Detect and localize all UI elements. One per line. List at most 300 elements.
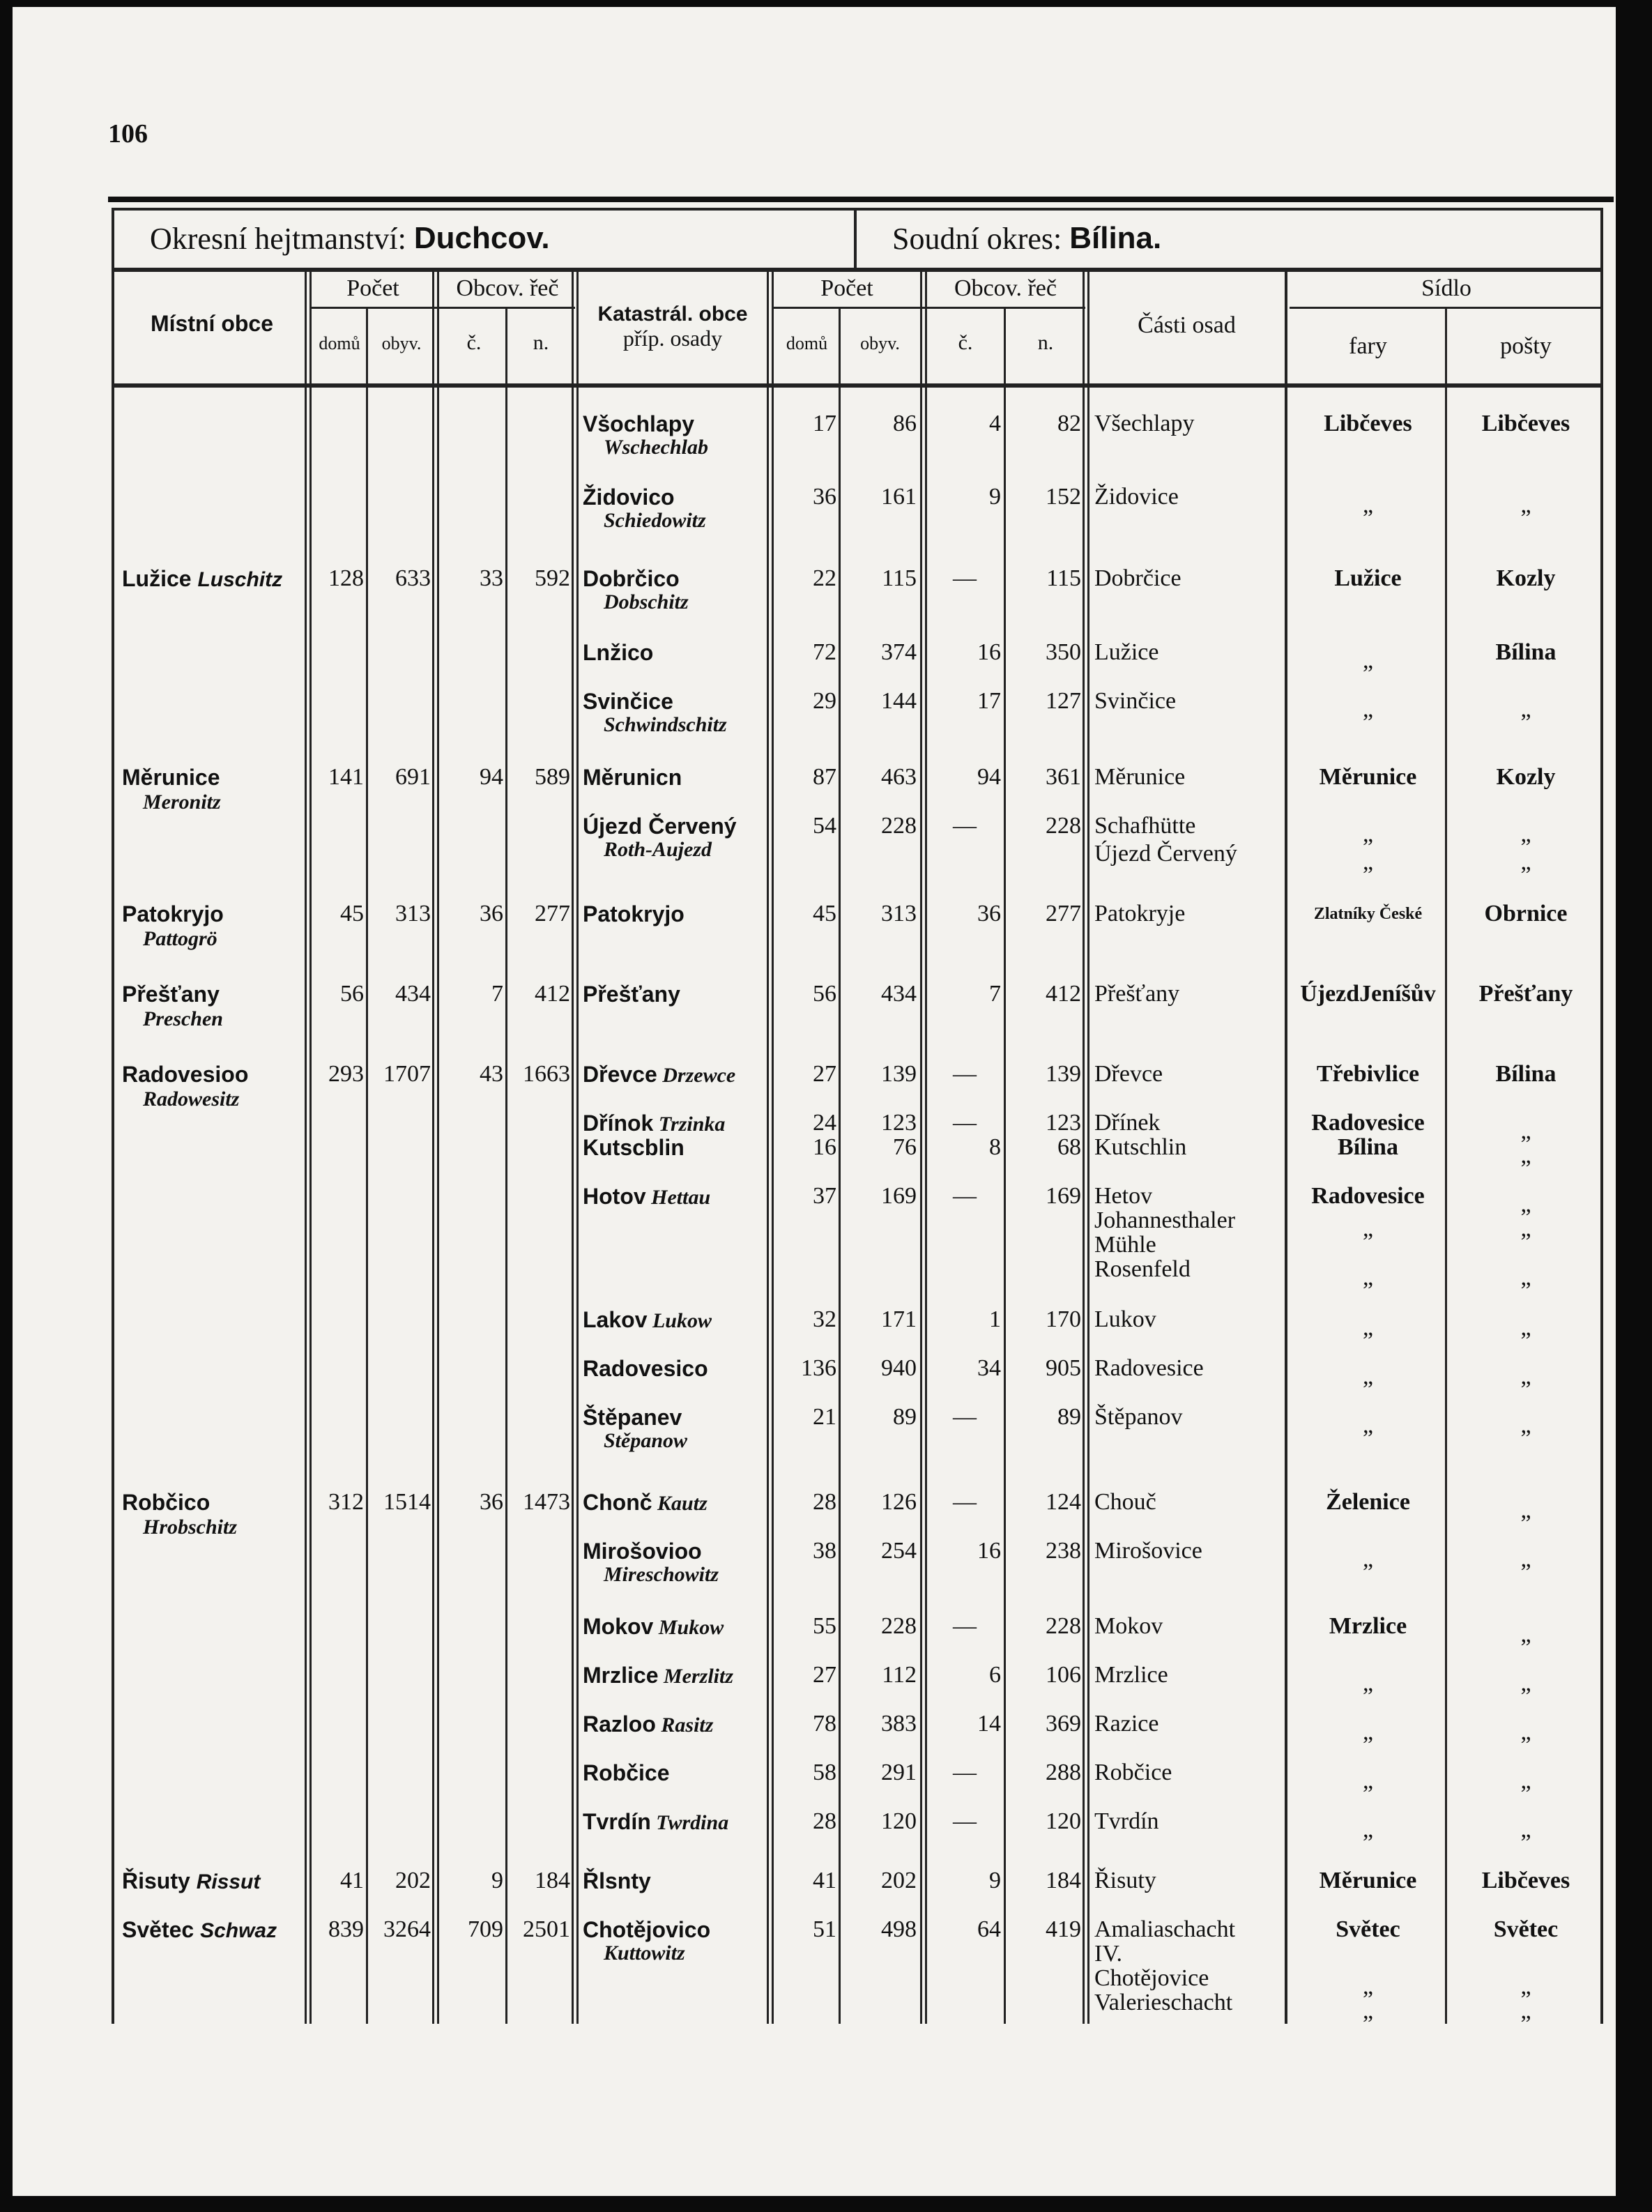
muni-name: Robčico [122,1490,211,1515]
muni-c: 36 [480,1489,503,1515]
header-bottom-line [112,383,1603,388]
cadastral-obyv: 202 [881,1868,917,1893]
post-office: Libčeves [1481,1868,1570,1893]
cadastral-name-cz: Přešťany [583,982,680,1007]
cadastral-name-cz: Tvrdín [583,1809,651,1834]
muni-c: 9 [491,1868,503,1893]
cadastral-domu: 27 [813,1061,836,1087]
cadastral-name [583,1111,725,1137]
cadastral-name [583,982,680,1007]
settlement-part-name: Mrzlice [1094,1662,1168,1688]
cadastral-c: — [953,1489,977,1515]
col-divider [432,272,439,2024]
settlement-part-name: Tvrdín [1094,1808,1159,1834]
cadastral-name-cz: Chotějovico [583,1917,711,1942]
post-office: Libčeves [1481,411,1570,436]
cadastral-c: 6 [989,1662,1001,1688]
post-office: „ [1520,1817,1531,1843]
cadastral-c: 16 [977,1538,1001,1564]
settlement-part-name: Robčice [1094,1760,1172,1785]
muni-obyv: 202 [395,1868,431,1893]
cadastral-c: — [953,1183,977,1209]
cadastral-name [583,485,675,510]
cadastral-name [583,1062,735,1088]
muni-n: 1473 [523,1489,570,1515]
court-label: Soudní okres: [892,221,1062,256]
col-katastral-2: příp. osady [622,326,723,351]
cadastral-name-de: Drzewce [657,1064,736,1087]
cadastral-obyv: 228 [881,813,917,839]
muni-obyv: 1514 [383,1489,431,1515]
muni-obyv: 633 [395,565,431,591]
muni-c: 7 [491,981,503,1007]
cadastral-name [583,1135,684,1161]
cadastral-name [583,1917,710,1943]
muni-name: Patokryjo [122,901,224,926]
cadastral-n: 277 [1046,901,1081,926]
cadastral-n: 139 [1046,1061,1081,1087]
settlement-part-name: Svinčice [1094,688,1177,714]
table-title-row [112,208,1603,272]
cadastral-name-de: Stěpanow [604,1429,688,1452]
settlement-part-name: Amaliaschacht [1094,1916,1236,1942]
cadastral-n: 89 [1057,1404,1081,1430]
cadastral-domu: 32 [813,1306,836,1332]
cadastral-domu: 36 [813,484,836,510]
cadastral-name [583,640,653,666]
parish-seat: „ [1362,1768,1374,1794]
cadastral-name-cz: Mrzlice [583,1663,659,1688]
muni-german: Pattogrö [143,927,217,950]
cadastral-domu: 51 [813,1916,836,1942]
cadastral-c: 34 [977,1355,1001,1381]
post-office: „ [1520,1546,1531,1572]
cadastral-obyv: 228 [881,1613,917,1639]
col-divider [305,272,312,2024]
col-c-2: č. [958,331,973,354]
post-office: „ [1520,1315,1531,1341]
post-office: Bílina [1495,1061,1557,1087]
cadastral-n: 350 [1046,639,1081,665]
cadastral-obyv: 940 [881,1355,917,1381]
cadastral-obyv: 139 [881,1061,917,1087]
cadastral-name-de: Mukow [653,1616,724,1639]
col-divider [767,272,774,2024]
court [892,208,1161,269]
cadastral-c: 36 [977,901,1001,926]
cadastral-domu: 55 [813,1613,836,1639]
cadastral-c: 64 [977,1916,1001,1942]
col-fary: fary [1349,333,1387,359]
parish-seat: „ [1362,1719,1374,1745]
cadastral-c: — [953,1808,977,1834]
parish-seat: „ [1362,1546,1374,1572]
cadastral-domu: 45 [813,901,836,926]
col-posty: pošty [1500,333,1552,359]
muni-obyv: 1707 [383,1061,431,1087]
cadastral-name [583,1405,682,1431]
post-office: „ [1520,1216,1531,1242]
cadastral-n: 184 [1046,1868,1081,1893]
cadastral-name-de: Dobschitz [604,590,689,613]
parish-seat: Mrzlice [1329,1613,1407,1639]
col-divider [1285,272,1287,2024]
settlement-part-name: Kutschlin [1094,1134,1187,1160]
parish-seat: Libčeves [1324,411,1412,436]
cadastral-obyv: 115 [882,565,917,591]
cadastral-obyv: 374 [881,639,917,665]
settlement-part-name: Chouč [1094,1489,1156,1515]
settlement-part-name: Hetov [1094,1183,1153,1209]
title-bottom-line [112,268,1603,270]
col-divider [920,272,927,2024]
cadastral-obyv: 120 [881,1808,917,1834]
settlement-part-name: Újezd Červený [1094,841,1237,867]
cadastral-n: 361 [1046,764,1081,790]
muni-german: Meronitz [143,791,221,814]
muni-n: 589 [535,764,570,790]
cadastral-name [583,1868,651,1894]
parish-seat: „ [1362,849,1374,875]
cadastral-name-cz: Radovesico [583,1356,708,1381]
cadastral-domu: 22 [813,565,836,591]
cadastral-name-de: Trzinka [653,1113,726,1136]
parish-seat: Želenice [1326,1489,1410,1515]
cadastral-n: 419 [1046,1916,1081,1942]
cadastral-name-de: Schwindschitz [604,713,727,736]
cadastral-name-cz: Patokryjo [583,901,684,926]
parish-seat: „ [1362,1364,1374,1389]
settlement-part-name: Měrunice [1094,764,1186,790]
cadastral-n: 106 [1046,1662,1081,1688]
post-office: „ [1520,1412,1531,1438]
cadastral-domu: 54 [813,813,836,839]
cadastral-n: 228 [1046,1613,1081,1639]
post-office: „ [1520,1719,1531,1745]
cadastral-name [583,765,682,791]
cadastral-c: 9 [989,484,1001,510]
muni-obyv: 434 [395,981,431,1007]
muni-n: 412 [535,981,570,1007]
settlement-part-name: Všechlapy [1094,411,1195,436]
muni-domu: 128 [328,565,364,591]
settlement-part-name: Johannesthaler [1094,1207,1236,1233]
cadastral-name [583,1356,708,1382]
parish-seat: Měrunice [1319,764,1417,790]
settlement-part-name: Valerieschacht [1094,1990,1233,2015]
cadastral-domu: 38 [813,1538,836,1564]
cadastral-name-cz: Mirošovioo [583,1539,702,1564]
settlement-part-name: Chotějovice [1094,1965,1209,1991]
parish-seat: „ [1362,1974,1374,1999]
cadastral-obyv: 313 [881,901,917,926]
col-sidlo: Sídlo [1421,275,1471,301]
cadastral-c: — [953,1404,977,1430]
cadastral-name-cz: Dobrčico [583,566,680,591]
post-office: „ [1520,1497,1531,1523]
cadastral-n: 369 [1046,1711,1081,1737]
cadastral-name [583,1760,669,1786]
cadastral-c: 14 [977,1711,1001,1737]
cadastral-domu: 58 [813,1760,836,1785]
cadastral-name-cz: Lakov [583,1307,648,1332]
cadastral-c: 16 [977,639,1001,665]
muni-name: Přešťany [122,982,220,1007]
col-obcov-2: Obcov. řeč [954,275,1057,301]
parish-seat: Třebivlice [1316,1061,1420,1087]
post-office: „ [1520,1768,1531,1794]
cadastral-name [583,901,684,927]
col-pocet-2: Počet [820,275,873,301]
cadastral-domu: 78 [813,1711,836,1737]
cadastral-obyv: 383 [881,1711,917,1737]
muni-c: 709 [468,1916,503,1942]
cadastral-name [583,566,680,592]
cadastral-n: 170 [1046,1306,1081,1332]
cadastral-c: 8 [989,1134,1001,1160]
cadastral-name-cz: Újezd Červený [583,814,737,839]
parish-seat: Světec [1336,1916,1400,1942]
cadastral-name-cz: Štěpanev [583,1405,682,1430]
parish-seat: „ [1362,696,1374,722]
cadastral-name [583,1663,733,1689]
cadastral-domu: 72 [813,639,836,665]
col-katastral: Katastrál. obce [597,303,748,326]
muni-c: 36 [480,901,503,926]
parish-seat: „ [1362,1817,1374,1843]
cadastral-obyv: 86 [893,411,917,436]
parish-seat: Radovesice [1311,1183,1425,1209]
cadastral-n: 169 [1046,1183,1081,1209]
district [150,208,550,269]
settlement-part-name: Židovice [1094,484,1179,510]
cadastral-obyv: 161 [881,484,917,510]
muni-domu: 839 [328,1916,364,1942]
settlement-part-name: Přešťany [1094,981,1180,1007]
muni-name: Měrunice [122,765,220,790]
cadastral-name-de: Kuttowitz [604,1942,685,1965]
cadastral-name-de: Rasitz [655,1714,714,1737]
cadastral-name-cz: Řlsnty [583,1868,651,1893]
header-subline [774,307,1085,309]
cadastral-name-cz: Židovico [583,485,675,510]
cadastral-name-de: Kautz [652,1492,708,1515]
cadastral-name-cz: Chonč [583,1490,652,1515]
settlement-part-name: Radovesice [1094,1355,1204,1381]
muni-obyv: 313 [395,901,431,926]
settlement-part-name: Řisuty [1094,1868,1156,1893]
cadastral-name-de: Schiedowitz [604,509,706,532]
cadastral-domu: 28 [813,1489,836,1515]
cadastral-name-cz: Kutscblin [583,1135,684,1160]
cadastral-obyv: 171 [881,1306,917,1332]
cadastral-c: 7 [989,981,1001,1007]
col-n-1: n. [533,331,549,354]
parish-seat: Bílina [1338,1134,1398,1160]
cadastral-name-de: Lukow [647,1309,712,1332]
col-c-1: č. [466,331,482,354]
settlement-part-name: Mühle [1094,1232,1156,1258]
settlement-part-name: Lukov [1094,1306,1156,1332]
parish-seat: „ [1362,1315,1374,1341]
muni-n: 592 [535,565,570,591]
post-office: „ [1520,696,1531,722]
cadastral-name-cz: Razloo [583,1711,656,1737]
muni-c: 94 [480,764,503,790]
muni-n: 277 [535,901,570,926]
cadastral-name [583,689,673,715]
parish-seat: Zlatníky České [1313,905,1423,923]
muni-domu: 56 [340,981,364,1007]
cadastral-c: — [953,1760,977,1785]
col-domu-1: domů [319,333,360,353]
cadastral-n: 124 [1046,1489,1081,1515]
cadastral-domu: 56 [813,981,836,1007]
col-divider [366,307,368,2024]
settlement-part-name: IV. [1094,1941,1122,1967]
cadastral-n: 127 [1046,688,1081,714]
col-divider [1004,307,1006,2024]
cadastral-domu: 27 [813,1662,836,1688]
settlement-part-name: Mirošovice [1094,1538,1202,1564]
post-office: „ [1520,1118,1531,1144]
cadastral-c: — [953,1613,977,1639]
muni-domu: 41 [340,1868,364,1893]
settlement-part-name: Razice [1094,1711,1159,1737]
post-office: Bílina [1495,639,1557,665]
col-n-2: n. [1037,331,1054,354]
cadastral-n: 228 [1046,813,1081,839]
post-office: „ [1520,1191,1531,1217]
col-divider [839,307,841,2024]
parish-seat: „ [1362,1412,1374,1438]
cadastral-n: 68 [1057,1134,1081,1160]
post-office: „ [1520,1265,1531,1290]
cadastral-n: 288 [1046,1760,1081,1785]
cadastral-name-de: Merzlitz [658,1665,734,1688]
muni-german: Preschen [143,1007,223,1030]
cadastral-obyv: 498 [881,1916,917,1942]
cadastral-name-de: Twrdina [650,1811,729,1834]
cadastral-name [583,411,694,437]
cadastral-obyv: 254 [881,1538,917,1564]
cadastral-n: 905 [1046,1355,1081,1381]
post-office: „ [1520,1998,1531,2024]
cadastral-c: 9 [989,1868,1001,1893]
muni-name: Světec Schwaz [122,1917,277,1942]
cadastral-name-cz: Měrunicn [583,765,682,790]
cadastral-domu: 41 [813,1868,836,1893]
muni-c: 43 [480,1061,503,1087]
muni-name: Řisuty Rissut [122,1868,261,1893]
cadastral-n: 115 [1046,565,1081,591]
header-subline [310,307,575,309]
cadastral-domu: 37 [813,1183,836,1209]
parish-seat: Lužice [1334,565,1402,591]
cadastral-obyv: 89 [893,1404,917,1430]
cadastral-name [583,1539,702,1564]
post-office: Kozly [1496,565,1556,591]
col-divider [572,272,579,2024]
muni-n: 1663 [523,1061,570,1087]
muni-domu: 312 [328,1489,364,1515]
parish-seat: „ [1362,1265,1374,1290]
muni-name: Radovesioo [122,1062,249,1087]
cadastral-name-cz: Hotov [583,1184,646,1209]
settlement-part-name: Dřevce [1094,1061,1163,1087]
post-office: „ [1520,1974,1531,1999]
settlement-part-name: Štěpanov [1094,1404,1183,1430]
cadastral-obyv: 463 [881,764,917,790]
page-number: 106 [108,119,148,148]
cadastral-domu: 29 [813,688,836,714]
cadastral-n: 120 [1046,1808,1081,1834]
muni-german: Hrobschitz [143,1516,238,1539]
cadastral-obyv: 169 [881,1183,917,1209]
cadastral-domu: 24 [813,1110,836,1136]
parish-seat: Radovesice [1311,1110,1425,1136]
parish-seat: „ [1362,1998,1374,2024]
settlement-part-name: Schafhütte [1094,813,1196,839]
cadastral-obyv: 112 [882,1662,917,1688]
settlement-part-name: Dřínek [1094,1110,1161,1136]
cadastral-name-cz: Svinčice [583,689,673,714]
cadastral-n: 152 [1046,484,1081,510]
muni-obyv: 3264 [383,1916,431,1942]
court-value: Bílina. [1069,221,1162,255]
cadastral-name-de: Hettau [645,1186,711,1209]
parish-seat: „ [1362,648,1374,673]
muni-domu: 293 [328,1061,364,1087]
cadastral-n: 238 [1046,1538,1081,1564]
cadastral-domu: 87 [813,764,836,790]
cadastral-name-cz: Dřevce [583,1062,657,1087]
settlement-part-name: Patokryje [1094,901,1186,926]
cadastral-obyv: 76 [893,1134,917,1160]
cadastral-obyv: 126 [881,1489,917,1515]
cadastral-name-de: Mireschowitz [604,1563,719,1586]
cadastral-c: 94 [977,764,1001,790]
cadastral-name-cz: Dřínok [583,1111,654,1136]
cadastral-name [583,1490,708,1516]
cadastral-name [583,1809,728,1836]
col-obyv-1: obyv. [381,333,422,353]
muni-name: Lužice Luschitz [122,566,283,591]
cadastral-name-cz: Lnžico [583,640,654,665]
post-office: Přešťany [1478,981,1573,1007]
cadastral-c: — [953,565,977,591]
col-divider [1445,307,1447,2024]
cadastral-name [583,814,737,839]
settlement-part-name: Lužice [1094,639,1159,665]
cadastral-obyv: 123 [881,1110,917,1136]
col-mistni-obce: Místní obce [150,311,273,336]
parish-seat: „ [1362,1216,1374,1242]
cadastral-name-de: Wschechlab [604,436,708,459]
post-office: „ [1520,1143,1531,1168]
cadastral-domu: 17 [813,411,836,436]
col-domu-2: domů [786,333,828,353]
post-office: „ [1520,1364,1531,1389]
col-pocet-1: Počet [346,275,399,301]
cadastral-c: — [953,1061,977,1087]
muni-n: 184 [535,1868,570,1893]
cadastral-name [583,1184,710,1210]
title-divider [854,208,857,272]
cadastral-name [583,1711,713,1738]
cadastral-name [583,1307,712,1334]
muni-c: 33 [480,565,503,591]
